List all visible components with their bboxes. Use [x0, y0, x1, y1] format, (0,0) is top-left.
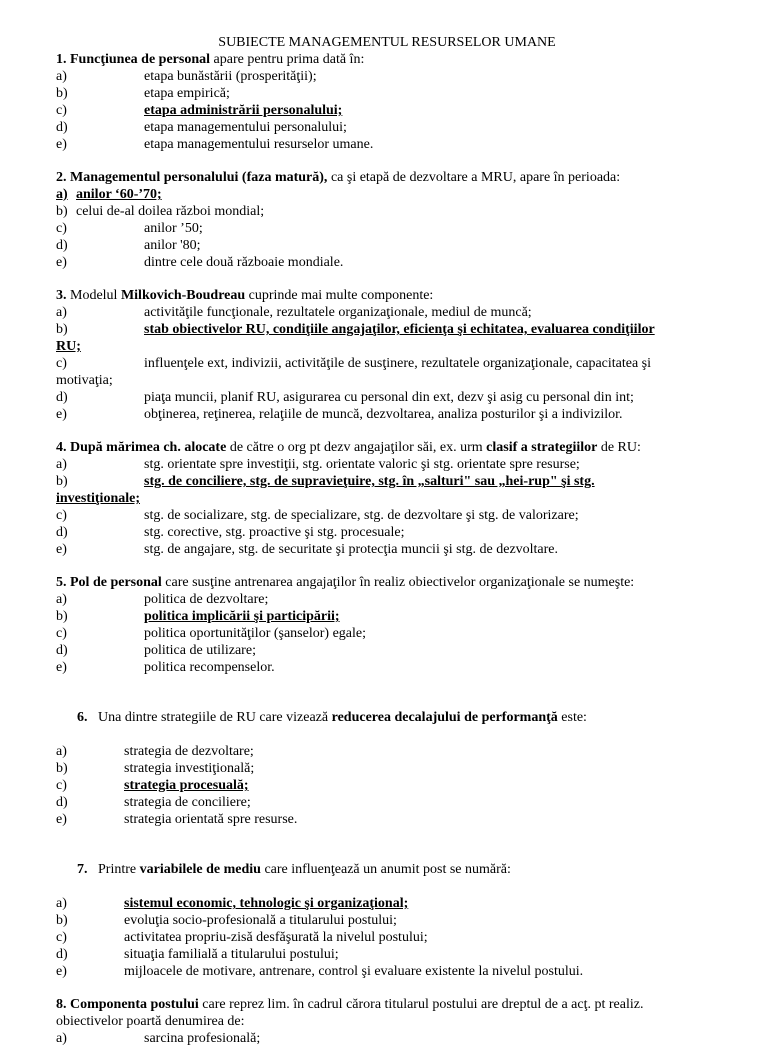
option-c: c) anilor ’50; — [56, 221, 203, 236]
question-number: 5. — [56, 575, 67, 590]
document-page — [56, 34, 718, 1063]
question-3-text: 3. Modelul Milkovich-Boudreau cuprinde mai multe componente: — [56, 288, 434, 303]
question-keyword: După mărimea ch. alocate — [70, 440, 227, 455]
option-a-correct: a) sistemul economic, tehnologic şi organizaţional; — [56, 896, 409, 911]
option-d: d) etapa managementului personalului; — [56, 120, 347, 135]
option-c-correct: c) strategia procesuală; — [56, 778, 249, 793]
question-number: 8. — [56, 997, 67, 1012]
option-a: a) stg. orientate spre investiţii, stg. orientate valoric şi stg. orientate spre resurse; — [56, 457, 580, 472]
option-d: d) situaţia familială a titularului postului; — [56, 947, 339, 962]
option-b-correct: b) politica implicării şi participării; — [56, 609, 340, 624]
option-e: e) obţinerea, reţinerea, relaţiile de muncă, dezvoltarea, analiza posturilor şi a indivizilor. — [56, 407, 623, 422]
option-b: b) evoluţia socio-profesională a titularului postului; — [56, 913, 397, 928]
question-2 — [56, 169, 718, 271]
question-6-text: 6. Una dintre strategiile de RU care vizează reducerea decalajului de performanţă este: — [77, 710, 587, 725]
option-e: e) stg. de angajare, stg. de securitate şi protecţia muncii şi stg. de dezvoltare. — [56, 542, 559, 557]
option-d: d) strategia de conciliere; — [56, 795, 251, 810]
question-1 — [56, 51, 718, 153]
option-e: e) etapa managementului resurselor umane. — [56, 137, 374, 152]
question-7 — [56, 844, 718, 980]
question-number: 3. — [56, 288, 67, 303]
document-title: SUBIECTE MANAGEMENTUL RESURSELOR UMANE — [218, 35, 556, 50]
question-2-text — [56, 169, 718, 186]
option-e: e) dintre cele două războaie mondiale. — [56, 255, 344, 270]
question-keyword: Milkovich-Boudreau — [120, 288, 246, 303]
option-e: e) mijloacele de motivare, antrenare, control şi evaluare existente la nivelul postului. — [56, 964, 584, 979]
question-rest: de RU: — [597, 440, 641, 455]
question-4-text: 4. După mărimea ch. alocate de către o org pt dezv angajaţilor săi, ex. urm clasif a strategiilor de RU: — [56, 440, 641, 455]
option-c: c) activitatea propriu-zisă desfăşurată la nivelul postului; — [56, 930, 428, 945]
question-6 — [56, 692, 718, 828]
question-keyword: Managementul personalului (faza matură), — [70, 170, 328, 185]
option-c: c) stg. de socializare, stg. de specializare, stg. de dezvoltare şi stg. de valorizare; — [56, 508, 579, 523]
option-e: e) politica recompenselor. — [56, 660, 275, 675]
option-d: d) politica de utilizare; — [56, 643, 256, 658]
question-rest: apare pentru prima dată în: — [210, 52, 365, 67]
question-8-continuation: obiectivelor poartă denumirea de: — [56, 1014, 245, 1029]
option-b: b) strategia investiţională; — [56, 761, 255, 776]
question-rest: care susţine antrenarea angajaţilor în realiz obiectivelor organizaţionale se numeşte: — [161, 575, 635, 590]
option-b-correct: b) stab obiectivelor RU, condiţiile angajaţilor, eficienţa şi echitatea, evaluarea condiţiilor RU; — [56, 322, 655, 354]
question-8-text — [56, 996, 718, 1013]
question-keyword: Pol de personal — [70, 575, 162, 590]
option-c-correct: c) etapa administrării personalului; — [56, 103, 343, 118]
question-rest: ca şi etapă de dezvoltare a MRU, apare în perioada: — [327, 170, 621, 185]
option-a: a) politica de dezvoltare; — [56, 592, 269, 607]
option-c: c) politica oportunităţilor (şanselor) egale; — [56, 626, 366, 641]
option-a: a) activităţile funcţionale, rezultatele organizaţionale, mediul de muncă; — [56, 305, 532, 320]
question-5 — [56, 574, 718, 676]
question-keyword-2: clasif a strategiilor — [486, 440, 598, 455]
question-number: 7. — [77, 862, 88, 877]
question-number: 6. — [77, 710, 88, 725]
option-b: b) etapa empirică; — [56, 86, 230, 101]
question-5-text — [56, 574, 718, 591]
option-d: d) anilor '80; — [56, 238, 201, 253]
option-c: c) influenţele ext, indivizii, activităţile de susţinere, rezultatele organizaţionale, capacitatea şi motivaţia; — [56, 356, 652, 388]
question-4 — [56, 439, 718, 558]
option-d: d) stg. corective, stg. proactive şi stg. procesuale; — [56, 525, 405, 540]
question-1-text — [56, 51, 718, 68]
option-a-correct: a) anilor ‘60-’70; — [56, 187, 162, 202]
question-number: 4. — [56, 440, 67, 455]
option-a: a) etapa bunăstării (prosperităţii); — [56, 69, 317, 84]
question-rest: cuprinde mai multe componente: — [245, 288, 434, 303]
question-number: 1. — [56, 52, 67, 67]
option-e: e) strategia orientată spre resurse. — [56, 812, 298, 827]
question-keyword: variabilele de mediu — [139, 862, 261, 877]
question-rest: care reprez lim. în cadrul cărora titularul postului are dreptul de a acţ. pt realiz. — [198, 997, 644, 1012]
question-rest: care influenţează un anumit post se numără: — [260, 862, 511, 877]
option-a: a) strategia de dezvoltare; — [56, 744, 254, 759]
question-keyword: Componenta postului — [70, 997, 199, 1012]
question-8 — [56, 996, 718, 1047]
option-b: b) celui de-al doilea război mondial; — [56, 204, 265, 219]
question-rest: este: — [557, 710, 587, 725]
question-7-text: 7. Printre variabilele de mediu care influenţează un anumit post se numără: — [77, 862, 511, 877]
option-b-correct: b) stg. de conciliere, stg. de supravieţuire, stg. în „salturi" sau „hei-rup" şi stg. investiţionale; — [56, 474, 595, 506]
option-d: d) piaţa muncii, planif RU, asigurarea cu personal din ext, dezv şi asig cu personal din int; — [56, 390, 634, 405]
question-keyword: reducerea decalajului de performanţă — [331, 710, 558, 725]
question-number: 2. — [56, 170, 67, 185]
question-3 — [56, 287, 718, 423]
option-a: a) sarcina profesională; — [56, 1031, 261, 1046]
question-keyword: Funcţiunea de personal — [70, 52, 211, 67]
